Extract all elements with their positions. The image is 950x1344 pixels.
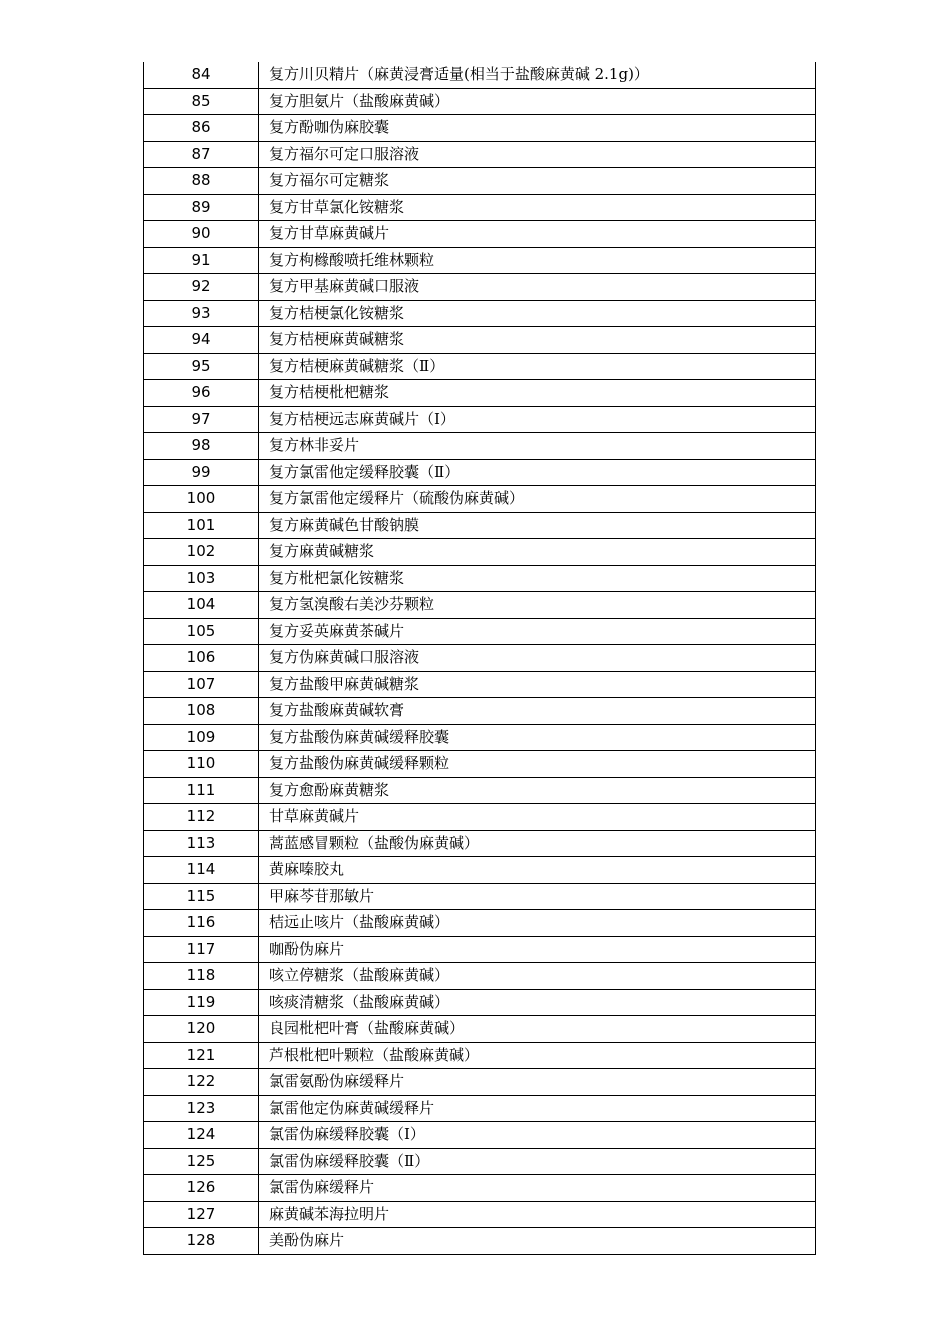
drug-name: 美酚伪麻片 (259, 1228, 816, 1255)
row-number: 101 (144, 512, 259, 539)
row-number: 89 (144, 194, 259, 221)
row-number: 108 (144, 698, 259, 725)
drug-name: 桔远止咳片（盐酸麻黄碱） (259, 910, 816, 937)
table-row (144, 300, 816, 327)
drug-name: 复方愈酚麻黄糖浆 (259, 777, 816, 804)
row-number: 88 (144, 168, 259, 195)
table-row (144, 883, 816, 910)
row-number: 118 (144, 963, 259, 990)
row-number: 121 (144, 1042, 259, 1069)
row-number: 86 (144, 115, 259, 142)
row-number: 92 (144, 274, 259, 301)
row-number: 91 (144, 247, 259, 274)
drug-name: 复方氯雷他定缓释胶囊（Ⅱ） (259, 459, 816, 486)
row-number: 85 (144, 88, 259, 115)
row-number: 114 (144, 857, 259, 884)
drug-name: 芦根枇杷叶颗粒（盐酸麻黄碱） (259, 1042, 816, 1069)
row-number: 104 (144, 592, 259, 619)
table-row (144, 1095, 816, 1122)
table-row (144, 565, 816, 592)
table-row (144, 989, 816, 1016)
row-number: 120 (144, 1016, 259, 1043)
table-row (144, 751, 816, 778)
row-number: 128 (144, 1228, 259, 1255)
table-row (144, 168, 816, 195)
row-number: 125 (144, 1148, 259, 1175)
table-row (144, 327, 816, 354)
drug-name: 氯雷他定伪麻黄碱缓释片 (259, 1095, 816, 1122)
drug-name: 复方氢溴酸右美沙芬颗粒 (259, 592, 816, 619)
drug-name: 复方桔梗麻黄碱糖浆 (259, 327, 816, 354)
table-row (144, 486, 816, 513)
table-row (144, 857, 816, 884)
row-number: 107 (144, 671, 259, 698)
row-number: 126 (144, 1175, 259, 1202)
row-number: 95 (144, 353, 259, 380)
row-number: 103 (144, 565, 259, 592)
table-row (144, 247, 816, 274)
drug-name: 复方妥英麻黄茶碱片 (259, 618, 816, 645)
table-row (144, 380, 816, 407)
table-row (144, 963, 816, 990)
table-row (144, 1201, 816, 1228)
table-row (144, 592, 816, 619)
row-number: 84 (144, 62, 259, 88)
drug-name: 麻黄碱苯海拉明片 (259, 1201, 816, 1228)
table-row (144, 433, 816, 460)
table-row (144, 62, 816, 88)
drug-name: 复方盐酸伪麻黄碱缓释颗粒 (259, 751, 816, 778)
table-row (144, 830, 816, 857)
drug-name: 甲麻芩苷那敏片 (259, 883, 816, 910)
row-number: 110 (144, 751, 259, 778)
table-row (144, 115, 816, 142)
table-row (144, 1122, 816, 1149)
drug-name: 复方枸橼酸喷托维林颗粒 (259, 247, 816, 274)
drug-name: 黄麻嗪胶丸 (259, 857, 816, 884)
row-number: 105 (144, 618, 259, 645)
table-row (144, 88, 816, 115)
table-row (144, 936, 816, 963)
row-number: 96 (144, 380, 259, 407)
row-number: 122 (144, 1069, 259, 1096)
drug-name: 氯雷氨酚伪麻缓释片 (259, 1069, 816, 1096)
row-number: 115 (144, 883, 259, 910)
row-number: 97 (144, 406, 259, 433)
row-number: 90 (144, 221, 259, 248)
row-number: 87 (144, 141, 259, 168)
drug-name: 复方氯雷他定缓释片（硫酸伪麻黄碱） (259, 486, 816, 513)
row-number: 119 (144, 989, 259, 1016)
table-row (144, 645, 816, 672)
drug-name: 复方麻黄碱糖浆 (259, 539, 816, 566)
drug-name: 复方伪麻黄碱口服溶液 (259, 645, 816, 672)
drug-name: 咖酚伪麻片 (259, 936, 816, 963)
table-row (144, 406, 816, 433)
drug-list-table (143, 62, 816, 1255)
drug-name: 复方胆氨片（盐酸麻黄碱） (259, 88, 816, 115)
table-row (144, 141, 816, 168)
row-number: 100 (144, 486, 259, 513)
row-number: 106 (144, 645, 259, 672)
table-row (144, 1016, 816, 1043)
table-row (144, 274, 816, 301)
table-row (144, 1069, 816, 1096)
drug-name: 复方川贝精片（麻黄浸膏适量(相当于盐酸麻黄碱 2.1g)） (259, 62, 816, 88)
drug-name: 复方福尔可定糖浆 (259, 168, 816, 195)
table-row (144, 194, 816, 221)
row-number: 124 (144, 1122, 259, 1149)
row-number: 94 (144, 327, 259, 354)
drug-name: 咳立停糖浆（盐酸麻黄碱） (259, 963, 816, 990)
drug-name: 咳痰清糖浆（盐酸麻黄碱） (259, 989, 816, 1016)
row-number: 102 (144, 539, 259, 566)
table-row (144, 1148, 816, 1175)
drug-name: 复方桔梗氯化铵糖浆 (259, 300, 816, 327)
row-number: 127 (144, 1201, 259, 1228)
row-number: 109 (144, 724, 259, 751)
row-number: 117 (144, 936, 259, 963)
table-row (144, 221, 816, 248)
table-row (144, 724, 816, 751)
drug-name: 复方盐酸伪麻黄碱缓释胶囊 (259, 724, 816, 751)
drug-name: 复方桔梗枇杷糖浆 (259, 380, 816, 407)
table-row (144, 777, 816, 804)
drug-name: 氯雷伪麻缓释胶囊（Ⅱ） (259, 1148, 816, 1175)
table-row (144, 671, 816, 698)
drug-name: 蒿蓝感冒颗粒（盐酸伪麻黄碱） (259, 830, 816, 857)
drug-name: 氯雷伪麻缓释胶囊（Ⅰ） (259, 1122, 816, 1149)
table-row (144, 539, 816, 566)
row-number: 116 (144, 910, 259, 937)
table-row (144, 1042, 816, 1069)
row-number: 99 (144, 459, 259, 486)
drug-name: 复方桔梗麻黄碱糖浆（Ⅱ） (259, 353, 816, 380)
drug-name: 复方盐酸甲麻黄碱糖浆 (259, 671, 816, 698)
drug-list-body (144, 62, 816, 1254)
table-row (144, 698, 816, 725)
drug-name: 氯雷伪麻缓释片 (259, 1175, 816, 1202)
table-row (144, 353, 816, 380)
row-number: 111 (144, 777, 259, 804)
drug-name: 复方盐酸麻黄碱软膏 (259, 698, 816, 725)
drug-name: 复方枇杷氯化铵糖浆 (259, 565, 816, 592)
drug-name: 复方福尔可定口服溶液 (259, 141, 816, 168)
table-row (144, 618, 816, 645)
drug-name: 复方酚咖伪麻胶囊 (259, 115, 816, 142)
table-row (144, 804, 816, 831)
drug-name: 复方林非妥片 (259, 433, 816, 460)
table-row (144, 910, 816, 937)
table-row (144, 1175, 816, 1202)
drug-name: 复方甘草氯化铵糖浆 (259, 194, 816, 221)
table-row (144, 1228, 816, 1255)
drug-name: 复方甘草麻黄碱片 (259, 221, 816, 248)
drug-name: 复方麻黄碱色甘酸钠膜 (259, 512, 816, 539)
drug-name: 复方桔梗远志麻黄碱片（Ⅰ） (259, 406, 816, 433)
row-number: 93 (144, 300, 259, 327)
table-row (144, 512, 816, 539)
drug-name: 良园枇杷叶膏（盐酸麻黄碱） (259, 1016, 816, 1043)
row-number: 113 (144, 830, 259, 857)
row-number: 112 (144, 804, 259, 831)
table-row (144, 459, 816, 486)
row-number: 98 (144, 433, 259, 460)
drug-name: 甘草麻黄碱片 (259, 804, 816, 831)
drug-name: 复方甲基麻黄碱口服液 (259, 274, 816, 301)
row-number: 123 (144, 1095, 259, 1122)
